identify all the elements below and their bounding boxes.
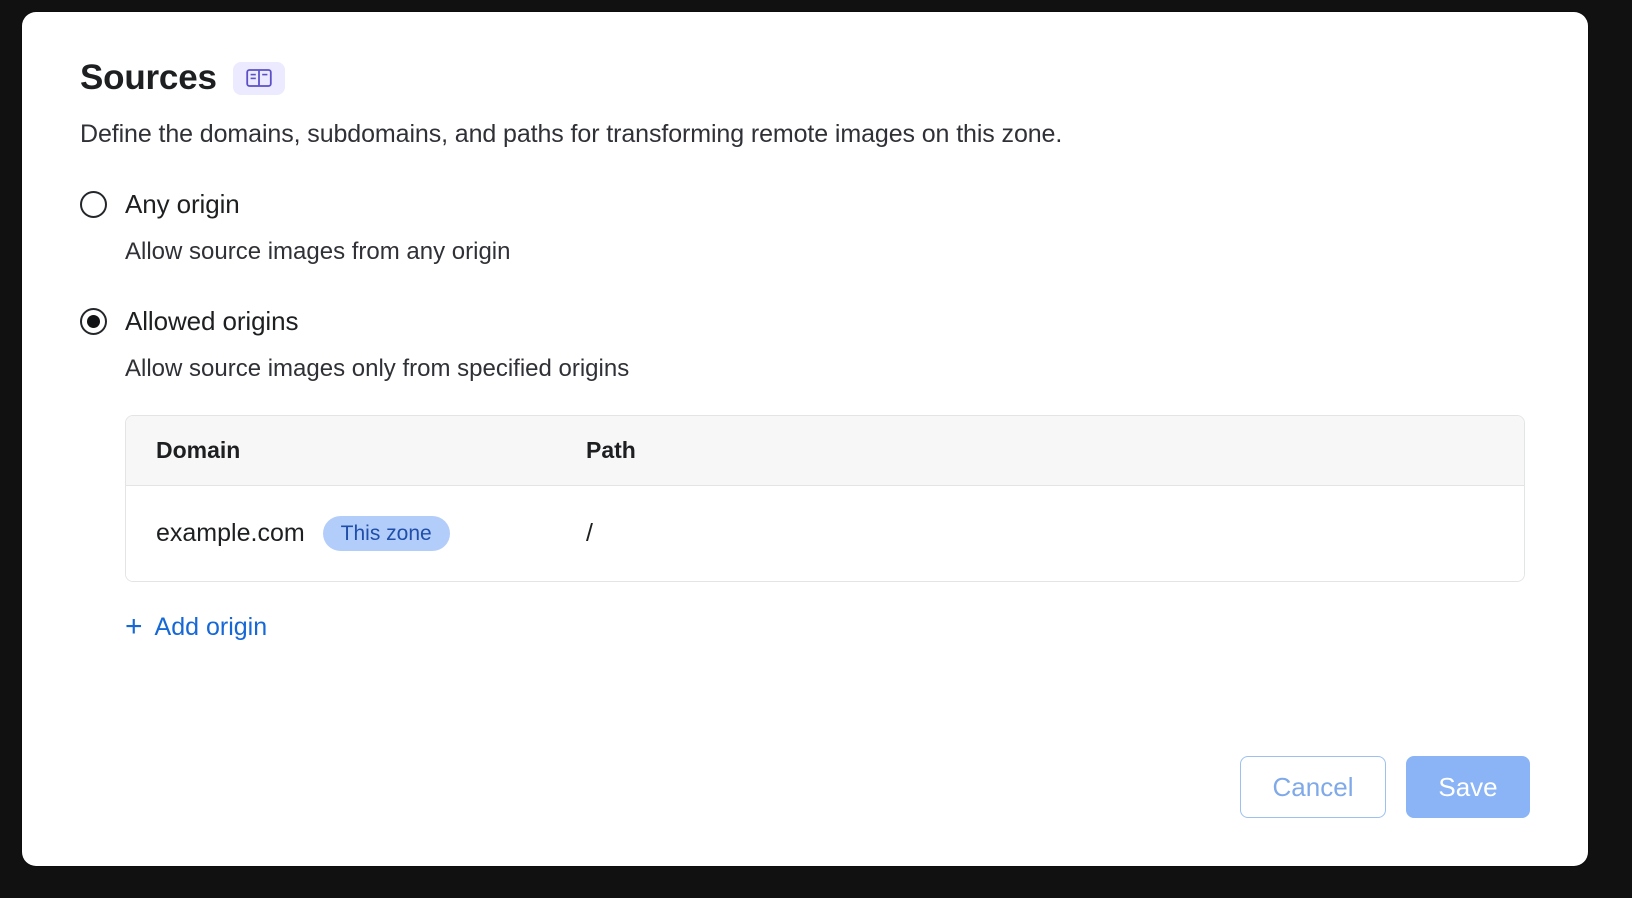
cell-domain (126, 516, 586, 551)
radio-option-allowed-origins[interactable] (80, 306, 1530, 383)
column-header-domain: Domain (156, 437, 241, 463)
radio-desc-allowed-origins: Allow source images only from specified origins (125, 355, 630, 382)
sources-panel (22, 12, 1588, 866)
cell-path: / (586, 519, 593, 547)
add-origin-label: Add origin (154, 612, 268, 641)
cancel-button[interactable]: Cancel (1240, 756, 1386, 818)
radio-allowed-origins[interactable] (80, 308, 107, 335)
table-row[interactable] (126, 486, 1524, 581)
book-icon[interactable] (233, 62, 285, 95)
origins-table (125, 415, 1525, 582)
radio-label-any-origin: Any origin (125, 189, 240, 219)
radio-option-any-origin-head[interactable] (80, 189, 1530, 220)
add-origin-button[interactable] (125, 612, 267, 642)
save-button[interactable]: Save (1406, 756, 1530, 818)
radio-any-origin[interactable] (80, 191, 107, 218)
column-header-path: Path (586, 437, 636, 463)
table-header-row (126, 416, 1524, 486)
panel-description: Define the domains, subdomains, and paths for transforming remote images on this zone. (80, 120, 1063, 148)
radio-option-any-origin[interactable] (80, 189, 1530, 266)
status-badge: This zone (323, 516, 450, 551)
panel-header (80, 58, 1530, 98)
page-title: Sources (80, 58, 217, 97)
radio-option-allowed-origins-head[interactable] (80, 306, 1530, 337)
panel-footer (1240, 756, 1530, 818)
radio-desc-any-origin: Allow source images from any origin (125, 238, 511, 265)
domain-text: example.com (156, 519, 305, 547)
radio-label-allowed-origins: Allowed origins (125, 306, 299, 336)
plus-icon: + (125, 610, 143, 643)
